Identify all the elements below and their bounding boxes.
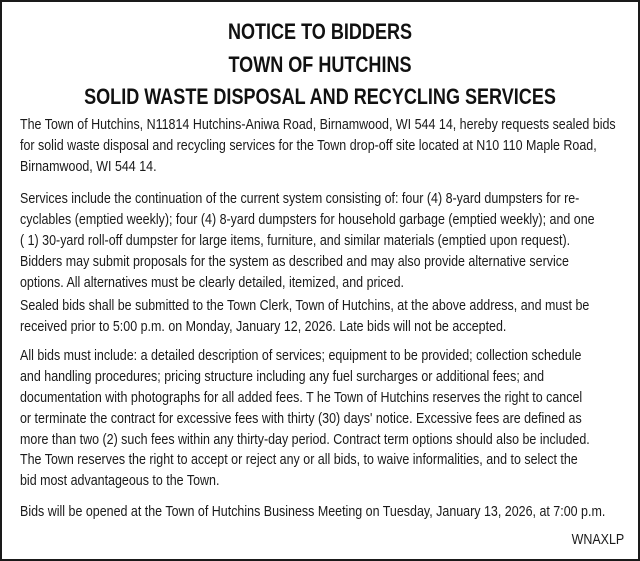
text-line: received prior to 5:00 p.m. on Monday, January 12, 2026. Late bids will not be accepted. [20, 319, 507, 335]
text-line: The Town reserves the right to accept or reject any or all bids, to waive informalities, and to select the [20, 452, 578, 468]
text-line: for solid waste disposal and recycling services for the Town drop-off site located at N10 110 Maple Road, [20, 138, 597, 154]
text-line: Birnamwood, WI 544 14. [20, 159, 157, 175]
text-line: documentation with photographs for all added fees. T he Town of Hutchins reserves the right to cancel [20, 390, 583, 406]
text-line: and handling procedures; pricing structure including any fuel surcharges or additional fees; and [20, 369, 545, 385]
text-line: or terminate the contract for excessive fees with thirty (30) days' notice. Excessive fees are defined as [20, 411, 582, 427]
notice-title: NOTICE TO BIDDERS [227, 19, 413, 44]
text-line: Bidders may submit proposals for the system as described and may also provide alternative service [20, 254, 569, 270]
text-line: options. All alternatives must be clearly detailed, itemized, and priced. [20, 275, 405, 291]
text-line: more than two (2) such fees within any thirty-day period. Contract term options should also be included. [20, 432, 590, 448]
text-line: Sealed bids shall be submitted to the Town Clerk, Town of Hutchins, at the above address, and must be [20, 298, 590, 314]
text-line: All bids must include: a detailed description of services; equipment to be provided; collection schedule [20, 348, 582, 364]
text-line: bid most advantageous to the Town. [20, 473, 220, 489]
text-line: The Town of Hutchins, N11814 Hutchins-Aniwa Road, Birnamwood, WI 544 14, hereby requests sealed bids [20, 117, 616, 133]
town-title: TOWN OF HUTCHINS [228, 52, 412, 77]
text-line: ( 1) 30-yard roll-off dumpster for large items, furniture, and similar materials (emptied upon request). [20, 233, 571, 249]
services-title: SOLID WASTE DISPOSAL AND RECYCLING SERVICES [84, 84, 556, 109]
publication-code: WNAXLP [571, 532, 624, 548]
text-line: cyclables (emptied weekly); four (4) 8-yard dumpsters for household garbage (emptied weekly); and one [20, 212, 595, 228]
text-line: Services include the continuation of the current system consisting of: four (4) 8-yard dumpsters for re- [20, 191, 580, 207]
text-line: Bids will be opened at the Town of Hutchins Business Meeting on Tuesday, January 13, 2026, at 7:00 p.m. [20, 504, 606, 520]
